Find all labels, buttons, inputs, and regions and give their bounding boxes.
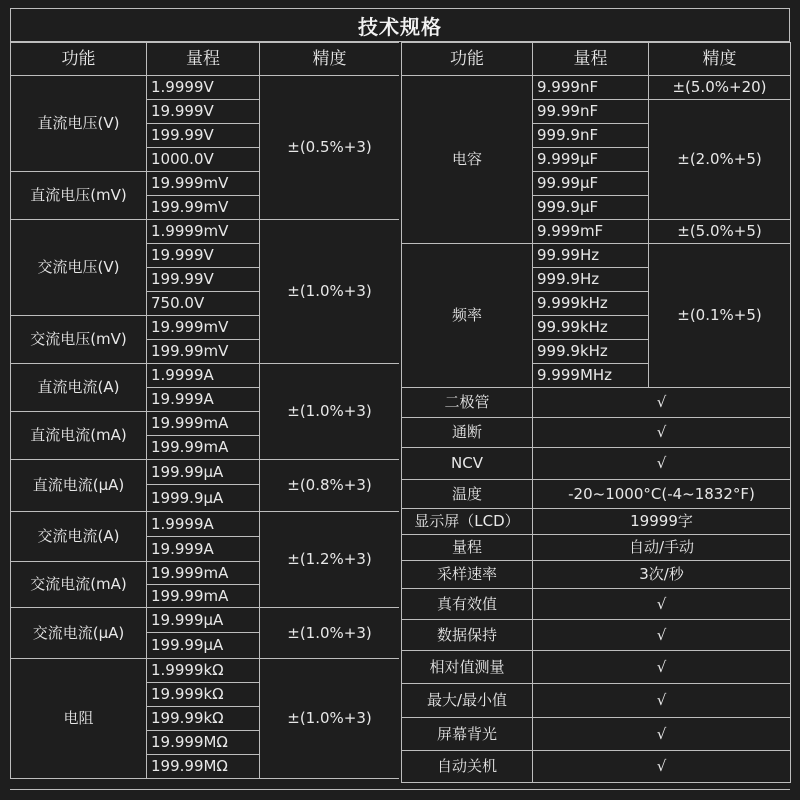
feature-value: 3次/秒 [533, 561, 791, 589]
feature-name: 显示屏（LCD） [402, 509, 533, 535]
feature-name: 采样速率 [402, 561, 533, 589]
range-cell: 199.99μA [147, 633, 260, 659]
range-cell: 9.999MHz [533, 364, 649, 388]
function-cell: 交流电流(A) [11, 512, 147, 562]
header-range: 量程 [533, 43, 649, 76]
function-cell: 电容 [402, 76, 533, 244]
range-cell: 1.9999mV [147, 220, 260, 244]
range-cell: 1.9999kΩ [147, 659, 260, 683]
range-cell: 19.999V [147, 100, 260, 124]
feature-value: √ [533, 718, 791, 751]
accuracy-cell: ±(2.0%+5) [649, 100, 791, 220]
feature-value: 19999字 [533, 509, 791, 535]
range-cell: 199.99MΩ [147, 755, 260, 779]
range-cell: 1999.9μA [147, 485, 260, 512]
range-cell: 9.999kHz [533, 292, 649, 316]
function-cell: 电阻 [11, 659, 147, 779]
range-cell: 19.999A [147, 537, 260, 562]
feature-name: 相对值测量 [402, 651, 533, 684]
range-cell: 99.99kHz [533, 316, 649, 340]
feature-name: 真有效值 [402, 589, 533, 620]
range-cell: 199.99V [147, 268, 260, 292]
range-cell: 199.99mV [147, 196, 260, 220]
range-cell: 99.99μF [533, 172, 649, 196]
range-cell: 1.9999A [147, 512, 260, 537]
feature-name: 最大/最小值 [402, 684, 533, 718]
range-cell: 199.99V [147, 124, 260, 148]
range-cell: 199.99mA [147, 585, 260, 608]
feature-name: 二极管 [402, 388, 533, 418]
function-cell: 交流电压(mV) [11, 316, 147, 364]
feature-name: 量程 [402, 535, 533, 561]
function-cell: 频率 [402, 244, 533, 388]
accuracy-cell: ±(0.1%+5) [649, 244, 791, 388]
range-cell: 199.99μA [147, 460, 260, 485]
feature-value: √ [533, 418, 791, 448]
range-cell: 1.9999A [147, 364, 260, 388]
range-cell: 999.9kHz [533, 340, 649, 364]
right-spec-table [401, 42, 791, 783]
range-cell: 199.99kΩ [147, 707, 260, 731]
range-cell: 199.99mV [147, 340, 260, 364]
function-cell: 直流电流(mA) [11, 412, 147, 460]
function-cell: 交流电压(V) [11, 220, 147, 316]
header-function: 功能 [11, 43, 147, 76]
range-cell: 9.999mF [533, 220, 649, 244]
feature-name: 自动关机 [402, 751, 533, 783]
feature-name: 屏幕背光 [402, 718, 533, 751]
function-cell: 直流电流(A) [11, 364, 147, 412]
range-cell: 19.999kΩ [147, 683, 260, 707]
accuracy-cell: ±(5.0%+20) [649, 76, 791, 100]
range-cell: 19.999μA [147, 608, 260, 633]
feature-name: 数据保持 [402, 620, 533, 651]
feature-name: NCV [402, 448, 533, 480]
range-cell: 19.999MΩ [147, 731, 260, 755]
function-cell: 直流电压(mV) [11, 172, 147, 220]
range-cell: 99.99nF [533, 100, 649, 124]
range-cell: 9.999μF [533, 148, 649, 172]
range-cell: 99.99Hz [533, 244, 649, 268]
feature-value: √ [533, 448, 791, 480]
left-spec-table [10, 42, 400, 779]
function-cell: 交流电流(mA) [11, 562, 147, 608]
function-cell: 直流电压(V) [11, 76, 147, 172]
accuracy-cell: ±(1.0%+3) [260, 220, 400, 364]
range-cell: 1.9999V [147, 76, 260, 100]
accuracy-cell: ±(5.0%+5) [649, 220, 791, 244]
feature-value: √ [533, 620, 791, 651]
feature-value: √ [533, 388, 791, 418]
accuracy-cell: ±(1.0%+3) [260, 659, 400, 779]
accuracy-cell: ±(0.5%+3) [260, 76, 400, 220]
accuracy-cell: ±(1.2%+3) [260, 512, 400, 608]
bottom-rule [10, 789, 790, 790]
range-cell: 19.999A [147, 388, 260, 412]
accuracy-cell: ±(1.0%+3) [260, 608, 400, 659]
function-cell: 交流电流(μA) [11, 608, 147, 659]
header-accuracy: 精度 [260, 43, 400, 76]
feature-value: √ [533, 651, 791, 684]
range-cell: 9.999nF [533, 76, 649, 100]
feature-value: -20~1000°C(-4~1832°F) [533, 480, 791, 509]
accuracy-cell: ±(0.8%+3) [260, 460, 400, 512]
header-accuracy: 精度 [649, 43, 791, 76]
range-cell: 999.9Hz [533, 268, 649, 292]
range-cell: 999.9μF [533, 196, 649, 220]
header-function: 功能 [402, 43, 533, 76]
function-cell: 直流电流(μA) [11, 460, 147, 512]
range-cell: 19.999mV [147, 316, 260, 340]
header-range: 量程 [147, 43, 260, 76]
accuracy-cell: ±(1.0%+3) [260, 364, 400, 460]
range-cell: 750.0V [147, 292, 260, 316]
feature-value: √ [533, 589, 791, 620]
range-cell: 19.999V [147, 244, 260, 268]
feature-value: 自动/手动 [533, 535, 791, 561]
feature-name: 温度 [402, 480, 533, 509]
range-cell: 1000.0V [147, 148, 260, 172]
range-cell: 19.999mA [147, 412, 260, 436]
range-cell: 999.9nF [533, 124, 649, 148]
range-cell: 19.999mA [147, 562, 260, 585]
range-cell: 199.99mA [147, 436, 260, 460]
range-cell: 19.999mV [147, 172, 260, 196]
page-title: 技术规格 [10, 8, 790, 42]
feature-value: √ [533, 751, 791, 783]
feature-name: 通断 [402, 418, 533, 448]
feature-value: √ [533, 684, 791, 718]
